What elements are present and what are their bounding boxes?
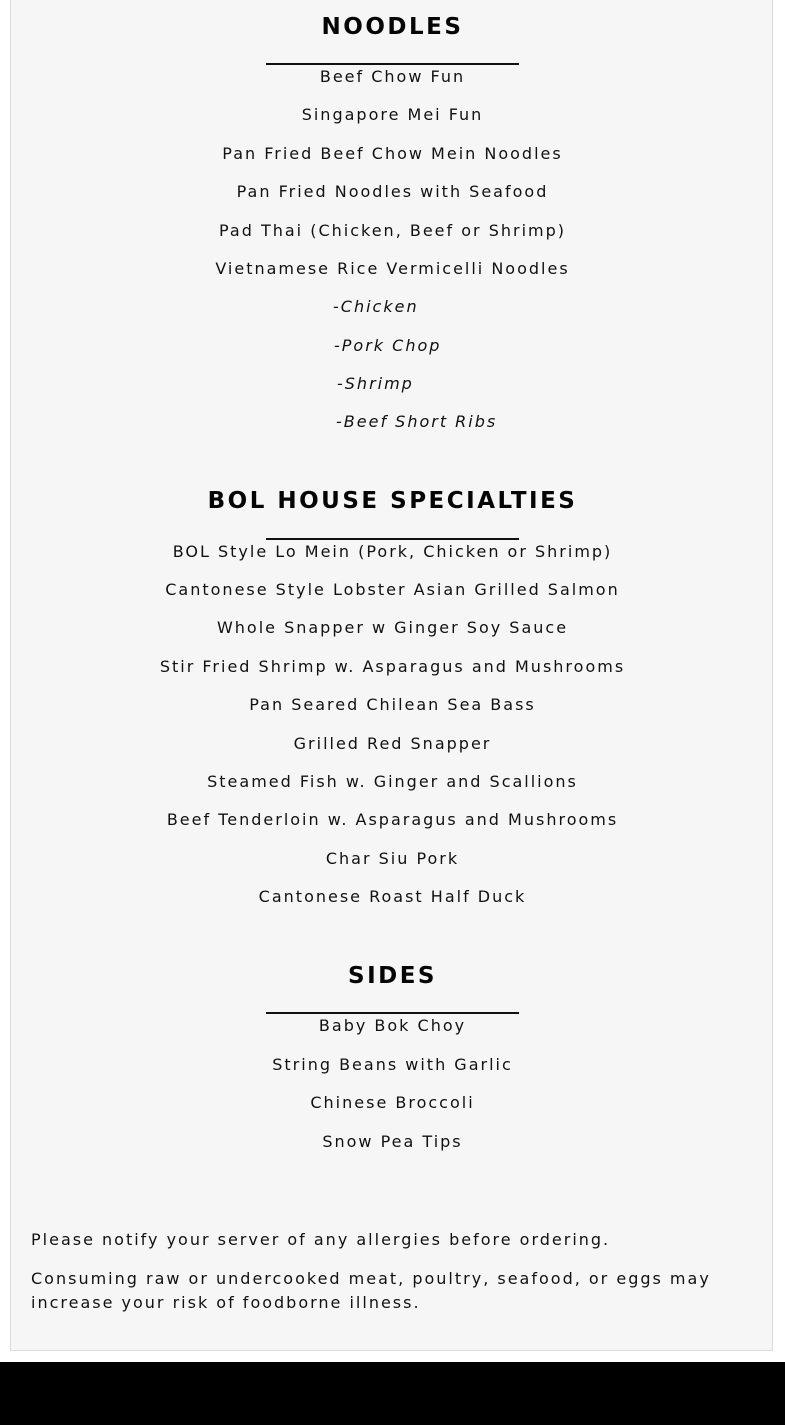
specialties-section-title: BOL HOUSE SPECIALTIES: [207, 488, 578, 514]
menu-item: BOL Style Lo Mein (Pork, Chicken or Shrimp): [172, 542, 613, 561]
menu-item: Pan Fried Beef Chow Mein Noodles: [222, 144, 563, 163]
consumption-advisory: Consuming raw or undercooked meat, poultry, seafood, or eggs may increase your risk of foodborne illness.: [31, 1269, 711, 1312]
menu-item: Pan Fried Noodles with Seafood: [236, 182, 549, 201]
page-footer: [0, 1362, 785, 1425]
menu-item: Whole Snapper w Ginger Soy Sauce: [216, 618, 569, 637]
noodles-divider: [266, 63, 519, 65]
menu-item: Pad Thai (Chicken, Beef or Shrimp): [218, 221, 566, 240]
menu-item: Chinese Broccoli: [310, 1093, 475, 1112]
menu-item: Cantonese Roast Half Duck: [258, 887, 527, 906]
sides-divider: [266, 1012, 519, 1014]
menu-item: Stir Fried Shrimp w. Asparagus and Mushrooms: [159, 657, 626, 676]
noodle-option: -Chicken: [333, 297, 419, 316]
specialties-divider: [266, 538, 519, 540]
noodle-option: -Beef Short Ribs: [336, 412, 498, 431]
menu-item: Steamed Fish w. Ginger and Scallions: [207, 772, 578, 791]
noodles-section-title: NOODLES: [321, 14, 464, 40]
menu-item: Singapore Mei Fun: [301, 105, 484, 124]
allergy-notice: Please notify your server of any allergies before ordering.: [31, 1230, 611, 1249]
menu-item: Grilled Red Snapper: [293, 734, 492, 753]
menu-item: String Beans with Garlic: [272, 1055, 513, 1074]
menu-item: Snow Pea Tips: [322, 1132, 463, 1151]
menu-item: Baby Bok Choy: [318, 1016, 467, 1035]
menu-card: [10, 0, 773, 1351]
menu-item: Vietnamese Rice Vermicelli Noodles: [215, 259, 570, 278]
menu-item: Char Siu Pork: [325, 849, 460, 868]
menu-item: Beef Tenderloin w. Asparagus and Mushrooms: [166, 810, 619, 829]
menu-item: Beef Chow Fun: [319, 67, 466, 86]
noodle-option: -Shrimp: [337, 374, 414, 393]
menu-item: Cantonese Style Lobster Asian Grilled Salmon: [165, 580, 620, 599]
menu-item: Pan Seared Chilean Sea Bass: [249, 695, 536, 714]
sides-section-title: SIDES: [348, 963, 437, 989]
noodle-option: -Pork Chop: [334, 336, 442, 355]
